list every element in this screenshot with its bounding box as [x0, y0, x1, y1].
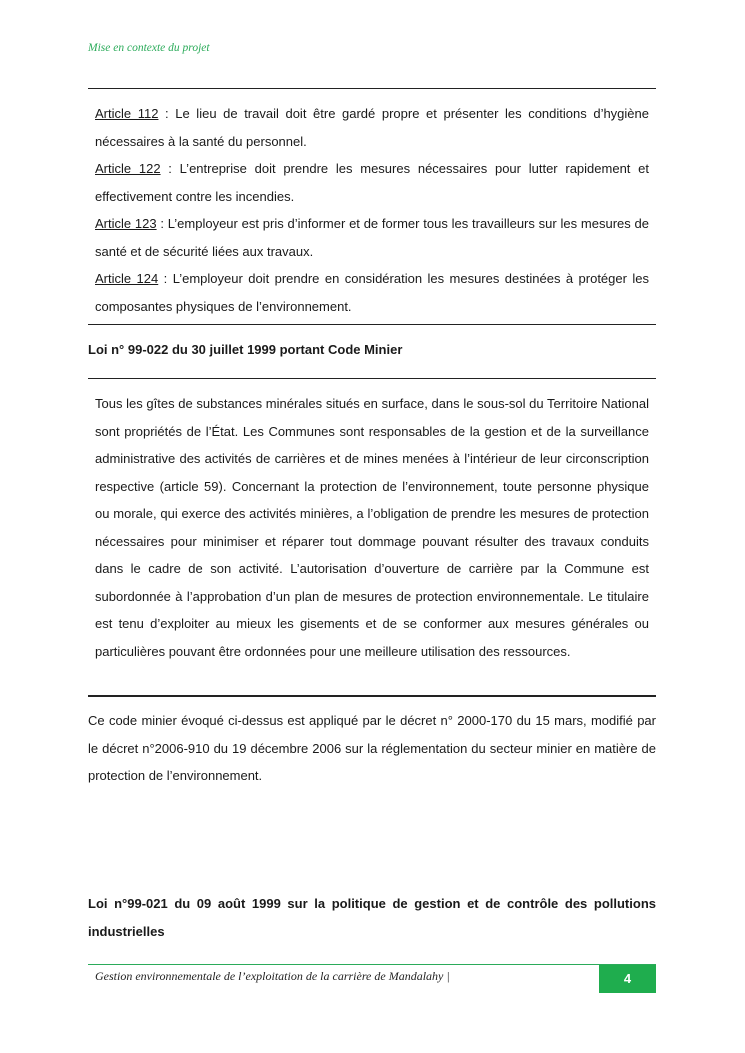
box-bottom-rule [88, 324, 656, 325]
article-text: : L’entreprise doit prendre les mesures nécessaires pour lutter rapidement et effectivement contre les incendies. [95, 161, 650, 204]
section-heading-pollutions: Loi n°99-021 du 09 août 1999 sur la politique de gestion et de contrôle des pollutions industrielles [88, 896, 656, 939]
article-123 [95, 210, 649, 265]
code-minier-text: Tous les gîtes de substances minérales situés en surface, dans le sous-sol du Territoire National sont propriétés de l’État. Les Communes sont responsables de la gestion et de la surveillance administrative des activités de carrières et de mines menées à l’intérieur de leur circonscription respective (article 59). Concernant la protection de l’environnement, toute personne physique ou morale, qui exerce des activités minières, a l’obligation de prendre les mesures de protection nécessaires pour minimiser et réparer tout dommage pouvant résulter des travaux conduits dans le cadre de son activité. L’autorisation d’ouverture de carrière par la Commune est subordonnée à l’approbation d’un plan de mesures de protection environnementale. Le titulaire est tenu d’exploiter au mieux les gisements et de se conformer aux mesures générales ou particulières pouvant être ordonnées pour une meilleure utilisation des ressources. [95, 396, 649, 659]
article-122 [95, 155, 649, 210]
article-text: : L’employeur doit prendre en considération les mesures destinées à protéger les composantes physiques de l’environnement. [95, 271, 649, 314]
article-ref: Article 112 [95, 106, 159, 121]
article-text: : L’employeur est pris d’informer et de former tous les travailleurs sur les mesures de santé et de sécurité liées aux travaux. [95, 216, 649, 259]
footer-title: Gestion environnementale de l’exploitation de la carrière de Mandalahy | [95, 969, 450, 983]
box-top-rule [88, 88, 656, 89]
articles-box [95, 100, 649, 320]
decree-paragraph: Ce code minier évoqué ci-dessus est appliqué par le décret n° 2000-170 du 15 mars, modifié par le décret n°2006-910 du 19 décembre 2006 sur la réglementation du secteur minier en matière de protection de l’environnement. [88, 713, 656, 783]
box2-top-rule [88, 378, 656, 379]
article-ref: Article 122 [95, 161, 161, 176]
article-124 [95, 265, 649, 320]
section-heading-code-minier: Loi n° 99-022 du 30 juillet 1999 portant Code Minier [88, 342, 403, 357]
page-number: 4 [599, 965, 656, 993]
article-text: : Le lieu de travail doit être gardé propre et présenter les conditions d’hygiène nécessaires à la santé du personnel. [95, 106, 649, 149]
article-112 [95, 100, 649, 155]
page-header: Mise en contexte du projet [88, 42, 210, 54]
article-ref: Article 123 [95, 216, 157, 231]
code-minier-box [95, 390, 649, 665]
page-footer [88, 964, 656, 993]
article-ref: Article 124 [95, 271, 159, 286]
box2-bottom-rule [88, 695, 656, 697]
